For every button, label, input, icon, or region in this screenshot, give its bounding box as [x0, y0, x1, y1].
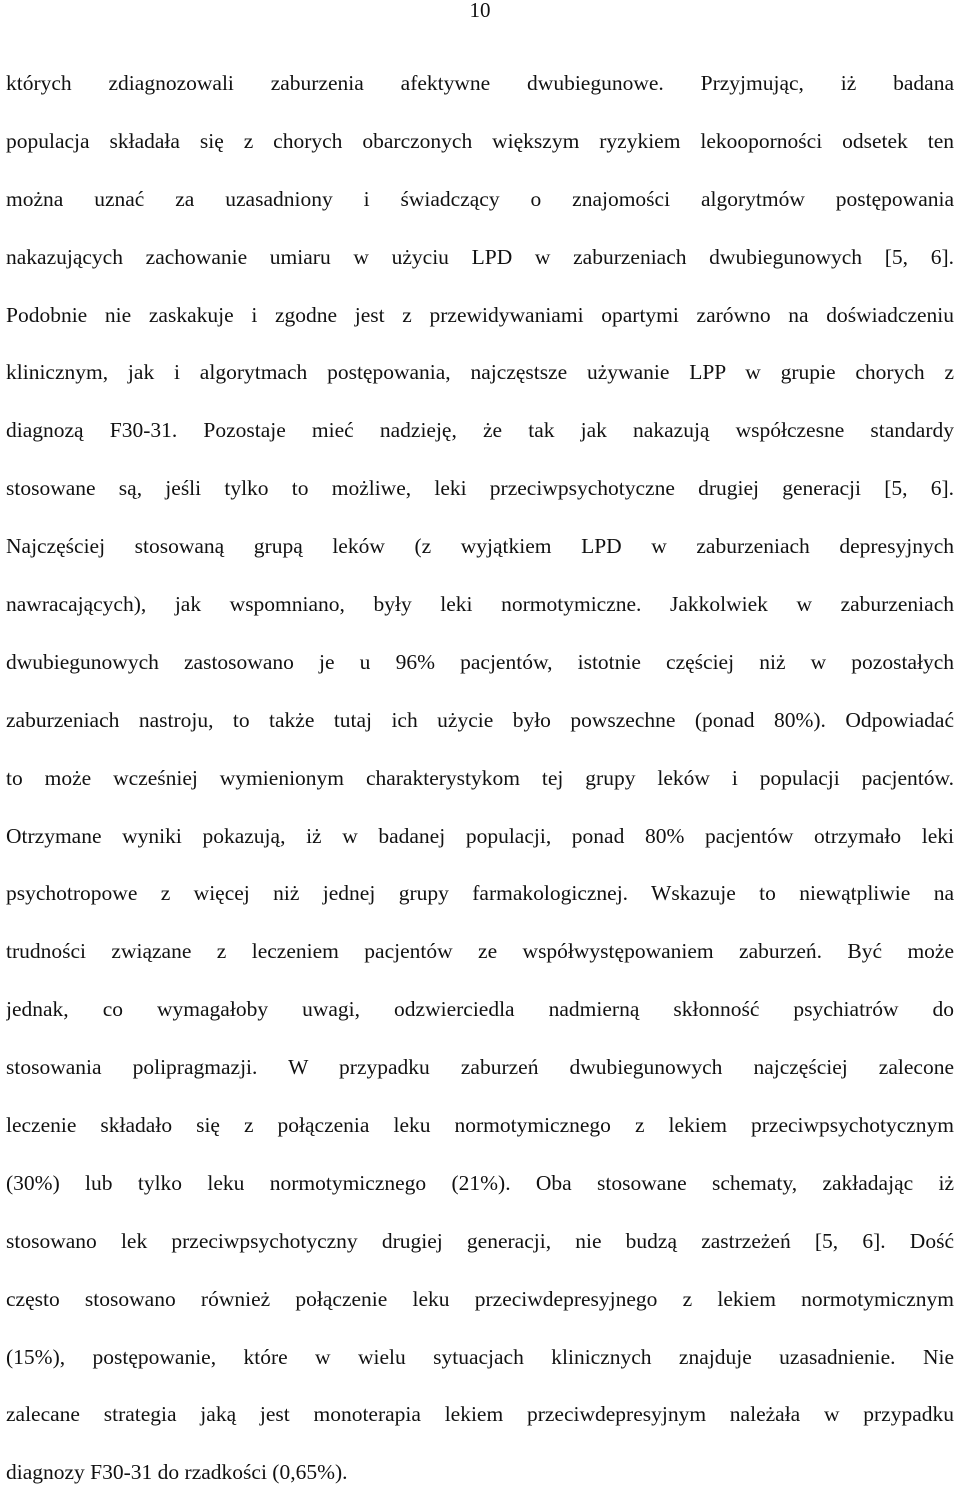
text-line: trudności związane z leczeniem pacjentów ze współwystępowaniem zaburzeń. Być może [6, 939, 954, 964]
text-line: nakazujących zachowanie umiaru w użyciu LPD w zaburzeniach dwubiegunowych [5, 6]. [6, 244, 954, 269]
document-body [6, 54, 954, 1501]
text-line: stosowania polipragmazji. W przypadku zaburzeń dwubiegunowych najczęściej zalecone [6, 1055, 954, 1080]
text-line: leczenie składało się z połączenia leku normotymicznego z lekiem przeciwpsychotycznym [6, 1113, 954, 1138]
text-line: Otrzymane wyniki pokazują, iż w badanej populacji, ponad 80% pacjentów otrzymało leki [6, 823, 954, 848]
text-line: zaburzeniach nastroju, to także tutaj ich użycie było powszechne (ponad 80%). Odpowiadać [6, 707, 954, 732]
text-line: (15%), postępowanie, które w wielu sytuacjach klinicznych znajduje uzasadnienie. Nie [6, 1344, 954, 1369]
text-line: (30%) lub tylko leku normotymicznego (21%). Oba stosowane schematy, zakładając iż [6, 1170, 954, 1195]
text-line: jednak, co wymagałoby uwagi, odzwierciedla nadmierną skłonność psychiatrów do [6, 997, 954, 1022]
text-line: psychotropowe z więcej niż jednej grupy farmakologicznej. Wskazuje to niewątpliwie na [6, 881, 954, 906]
text-line: często stosowano również połączenie leku przeciwdepresyjnego z lekiem normotymicznym [6, 1286, 954, 1311]
text-line: diagnozy F30-31 do rzadkości (0,65%). [6, 1460, 348, 1485]
page-number: 10 [469, 0, 491, 22]
text-line: klinicznym, jak i algorytmach postępowania, najczęstsze używanie LPP w grupie chorych z [6, 360, 954, 385]
text-line: zalecane strategia jaką jest monoterapia lekiem przeciwdepresyjnym należała w przypadku [6, 1402, 954, 1427]
text-line: Najczęściej stosowaną grupą leków (z wyjątkiem LPD w zaburzeniach depresyjnych [6, 534, 954, 559]
text-line: dwubiegunowych zastosowano je u 96% pacjentów, istotnie częściej niż w pozostałych [6, 649, 954, 674]
text-line: stosowano lek przeciwpsychotyczny drugiej generacji, nie budzą zastrzeżeń [5, 6]. Dość [6, 1228, 954, 1253]
text-line: nawracających), jak wspomniano, były leki normotymiczne. Jakkolwiek w zaburzeniach [6, 592, 954, 617]
text-line: których zdiagnozowali zaburzenia afektywne dwubiegunowe. Przyjmując, iż badana [6, 71, 954, 95]
text-line: populacja składała się z chorych obarczonych większym ryzykiem lekooporności odsetek ten [6, 128, 954, 153]
text-line: można uznać za uzasadniony i świadczący o znajomości algorytmów postępowania [6, 186, 954, 211]
text-line: diagnozą F30-31. Pozostaje mieć nadzieję, że tak jak nakazują współczesne standardy [6, 418, 954, 443]
text-line: to może wcześniej wymienionym charakterystykom tej grupy leków i populacji pacjentów. [6, 765, 954, 790]
text-line: Podobnie nie zaskakuje i zgodne jest z przewidywaniami opartymi zarówno na doświadczeniu [6, 302, 954, 327]
text-line: stosowane są, jeśli tylko to możliwe, leki przeciwpsychotyczne drugiej generacji [5, 6]. [6, 476, 954, 501]
